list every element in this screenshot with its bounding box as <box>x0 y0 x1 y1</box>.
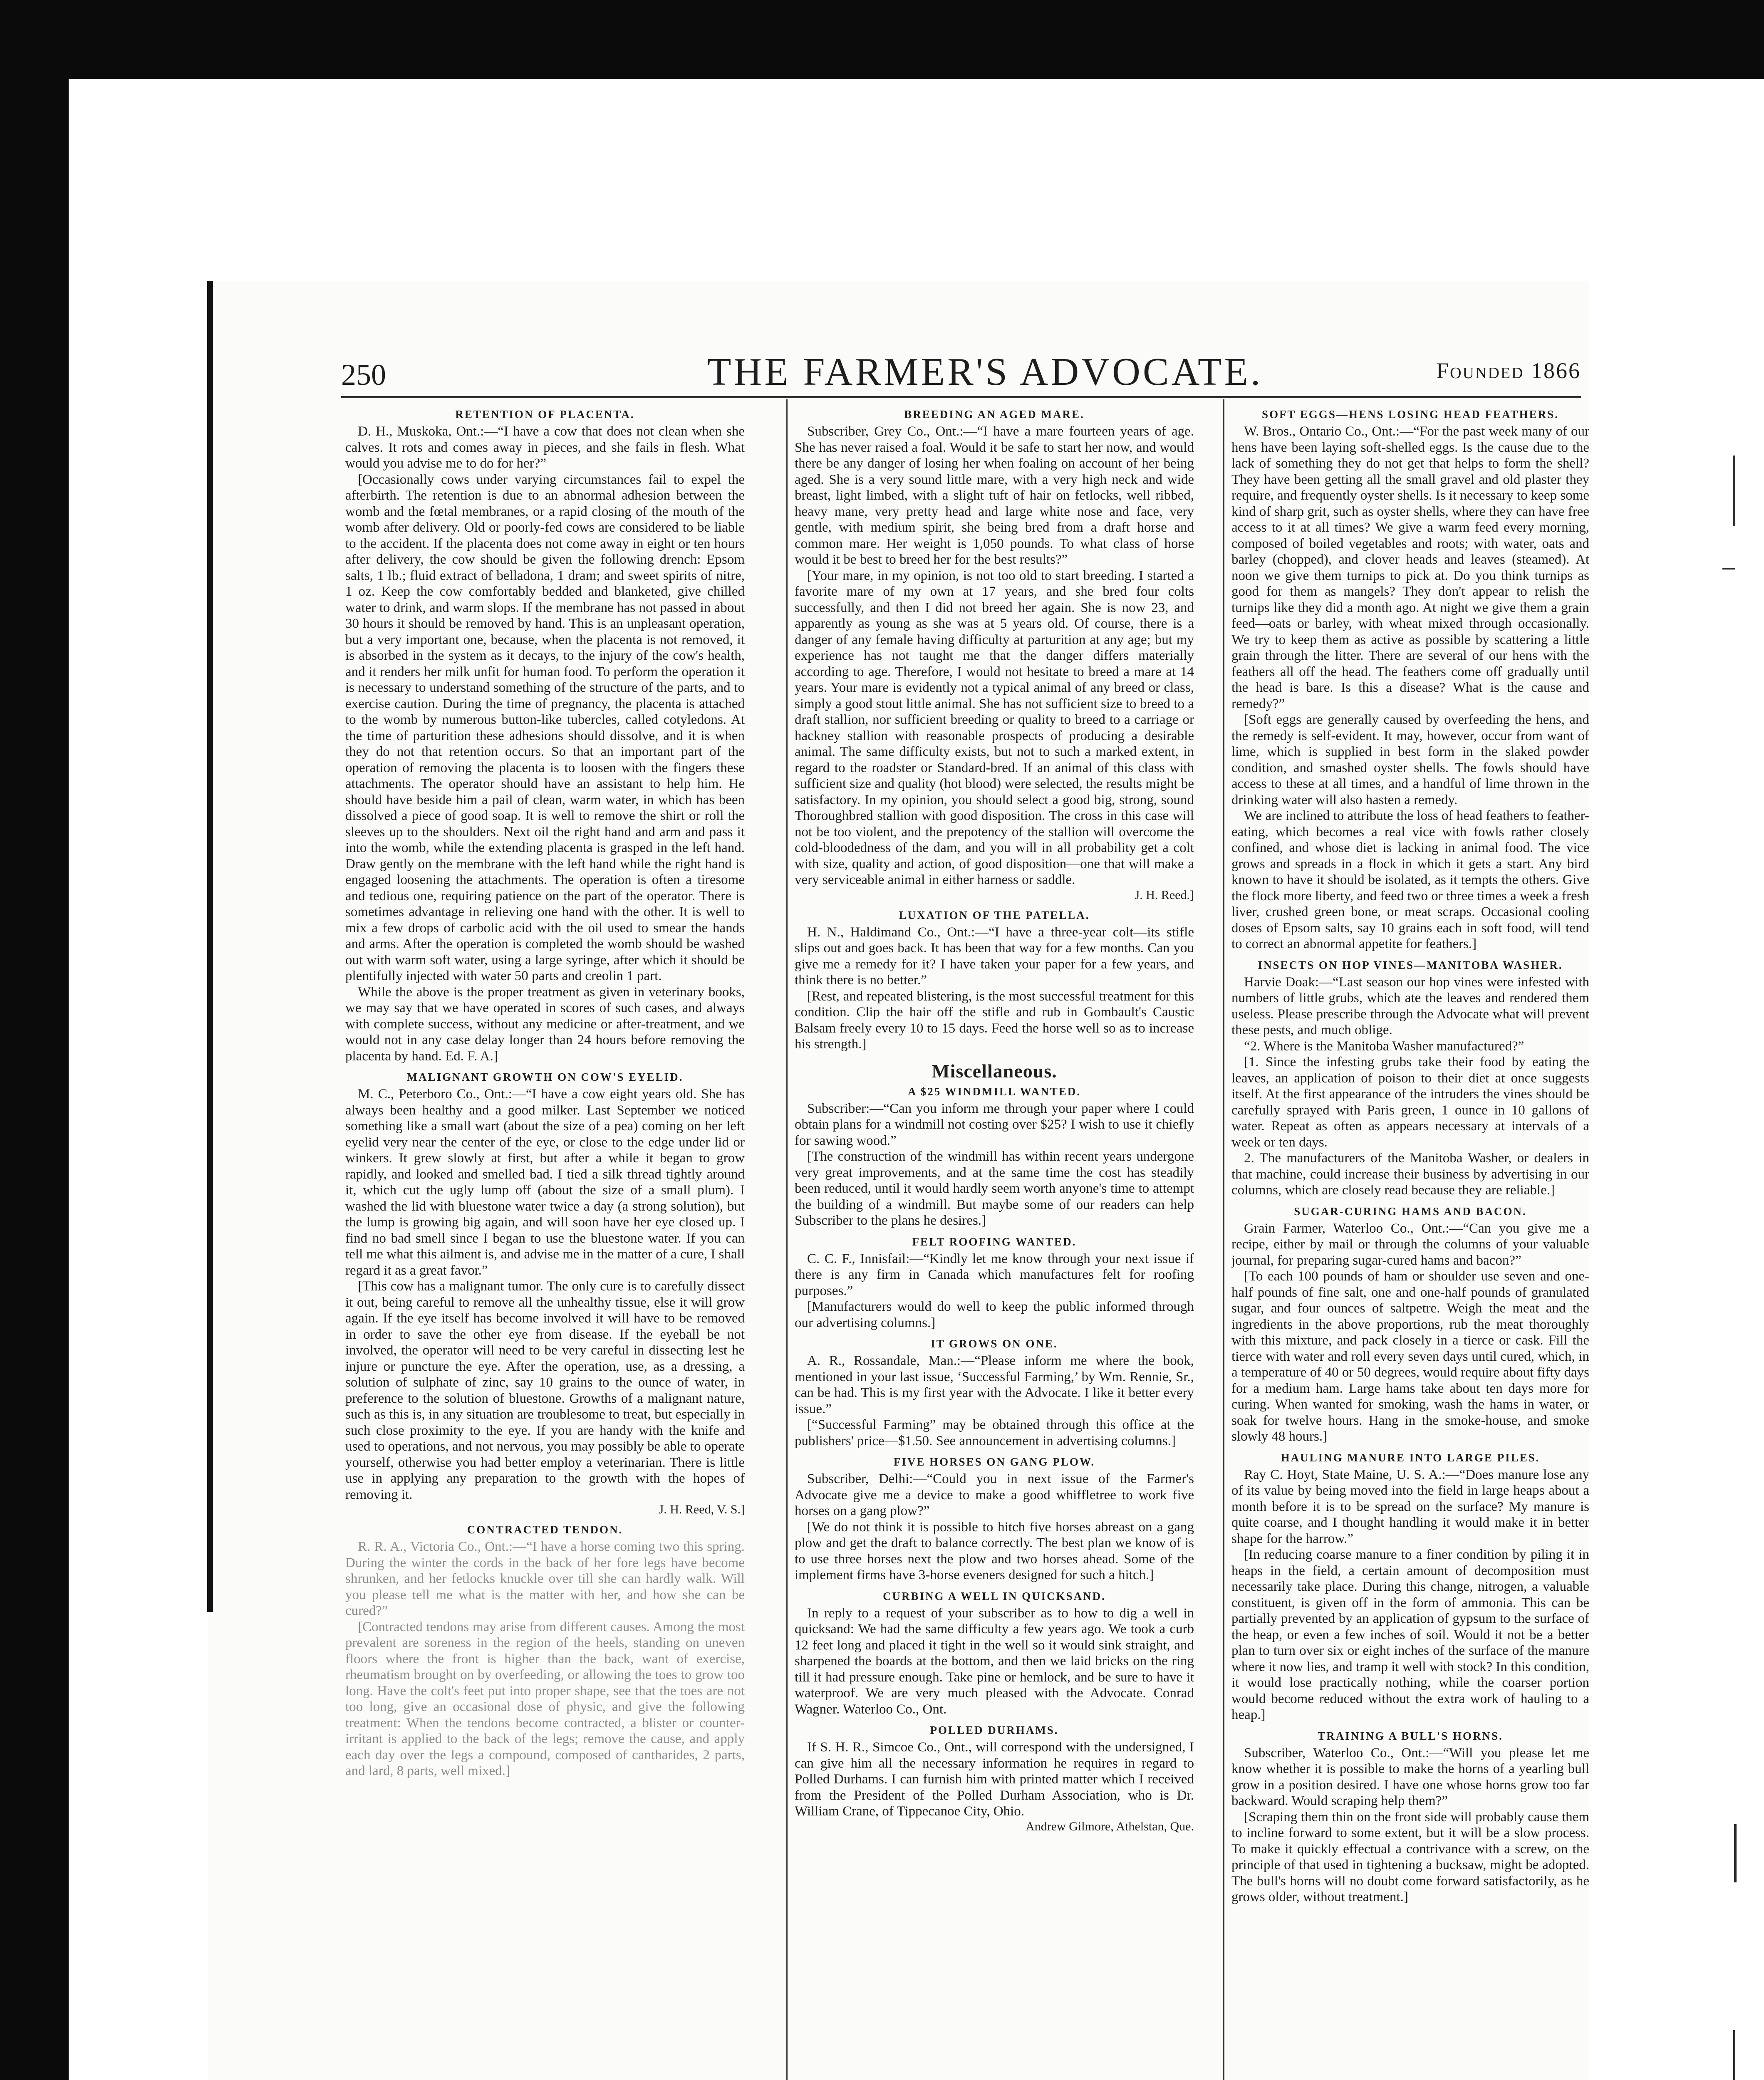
column-1 <box>345 406 745 2080</box>
article-title: BREEDING AN AGED MARE. <box>904 408 1085 421</box>
article-signature: Andrew Gilmore, Athelstan, Que. <box>1026 1819 1194 1833</box>
article-paragraph: H. N., Haldimand Co., Ont.:—“I have a three-year colt—its stifle slips out and goes back. It has been that way for a few months. Can you give me a remedy for it? I have taken your paper for a few years, and think there is no better.” <box>795 924 1194 988</box>
article-title: MALIGNANT GROWTH ON COW'S EYELID. <box>406 1071 684 1083</box>
article-title: FIVE HORSES ON GANG PLOW. <box>893 1456 1095 1468</box>
header-rule <box>341 396 1581 398</box>
article <box>1231 1451 1589 1723</box>
article-paragraph: [Rest, and repeated blistering, is the most successful treatment for this condition. Clip the hair off the stifle and rub in Gombault's Caustic Balsam freely every 10 to 15 days. Feed the horse well so as to increase his strength.] <box>795 988 1194 1052</box>
article-paragraph: “2. Where is the Manitoba Washer manufactured?” <box>1244 1038 1524 1054</box>
article-paragraph: [This cow has a malignant tumor. The only cure is to carefully dissect it out, being careful to remove all the unhealthy tissue, else it will grow again. If the eye itself has become involved it will have to be removed in order to save the other eye from disease. If the eyeball be not involved, the operator will need to be very careful in dissecting lest he injure or puncture the eye. After the operation, use, as a dressing, a solution of sulphate of zinc, say 10 grains to the ounce of water, in preference to the solution of bluestone. Growths of a malignant nature, such as this is, in any situation are troublesome to treat, but especially in such close proximity to the eye. If you are handy with the knife and used to operations, and not nervous, you may possibly be able to operate yourself, otherwise you had better employ a veterinarian. There is little use in applying any preparation to the growth with the hopes of removing it. <box>345 1279 745 1502</box>
article-paragraph: [Occasionally cows under varying circumstances fail to expel the afterbirth. The retention is due to an abnormal adhesion between the womb and the fœtal membranes, or a rapid closing of the mouth of the womb after delivery. Old or poorly-fed cows are considered to be liable to the accident. If the placenta does not come away in eight or ten hours after delivery, the cow should be given the following drench: Epsom salts, 1 lb.; fluid extract of belladona, 1 dram; and sweet spirits of nitre, 1 oz. Keep the cow comfortably bedded and blanketed, give chilled water to drink, and warm slops. If the membrane has not passed in about 30 hours it should be removed by hand. This is an unpleasant operation, but a very important one, because, when the placenta is not removed, it is absorbed in the system as it decays, to the injury of the cow's health, and it renders her milk unfit for human food. To perform the operation it is necessary to understand something of the structure of the parts, and to exercise caution. During the time of pregnancy, the placenta is attached to the womb by numerous button-like tubercles, called cotyledons. At the time of parturition these adhesions should dissolve, and it is when they do not that retention occurs. So that an important part of the operation of removing the placenta is to loosen with the fingers these attachments. The operator should have an assistant to help him. He should have beside him a pail of clean, warm water, in which has been dissolved a piece of good soap. It is well to remove the shirt or roll the sleeves up to the shoulders. Next oil the right hand and arm and pass it into the womb, while the extending placenta is grasped in the left hand. Draw gently on the membrane with the left hand while the right hand is engaged loosening the attachments. The operation is often a tiresome and tedious one, requiring patience on the part of the operator. There is sometimes advantage in relieving one hand with the other. It is well to mix a few drops of carbolic acid with the oil used to smear the hands and arms. After the operation is completed the womb should be washed out with warm soft water, using a large syringe, after which it should be plentifully injected with water 50 parts and creolin 1 part. <box>345 472 745 983</box>
article-title: IT GROWS ON ONE. <box>931 1337 1058 1350</box>
article <box>1231 1205 1589 1445</box>
article-paragraph: [Scraping them thin on the front side will probably cause them to incline forward to some extent, but it will be a slow process. To make it quickly effectual a contrivance with a screw, on the principle of that used in tightening a bucksaw, might be adopted. The bull's horns will no doubt come forward satisfactorily, as he grows older, without treatment.] <box>1231 1809 1589 1904</box>
article <box>345 408 745 1064</box>
column-3 <box>1231 406 1589 2080</box>
column-rule <box>786 399 788 2080</box>
article-paragraph: A. R., Rossandale, Man.:—“Please inform me where the book, mentioned in your last issue, ‘Successful Farming,’ by Wm. Rennie, Sr., can be had. This is my first year with the Advocate. I like it better every issue.” <box>795 1353 1194 1416</box>
article-title: HAULING MANURE INTO LARGE PILES. <box>1281 1451 1540 1464</box>
article <box>795 1337 1194 1449</box>
article <box>345 1523 745 1779</box>
article-title: TRAINING A BULL'S HORNS. <box>1318 1729 1503 1742</box>
article-paragraph: 2. The manufacturers of the Manitoba Washer, or dealers in that machine, could increase their business by advertising in our columns, which are closely read because they are reliable.] <box>1231 1151 1589 1198</box>
article-title: POLLED DURHAMS. <box>930 1724 1059 1736</box>
article-paragraph: C. C. F., Innisfail:—“Kindly let me know through your next issue if there is any firm in Canada which manufactures felt for roofing purposes.” <box>795 1251 1194 1298</box>
article-title: A $25 WINDMILL WANTED. <box>907 1085 1081 1098</box>
article-paragraph: [The construction of the windmill has within recent years undergone very great improvements, and at the same time the cost has steadily been reduced, until it would hardly seem worth anyone's time to attempt the building of a windmill. But maybe some of our readers can help Subscriber to the plans he desires.] <box>795 1149 1194 1228</box>
article <box>795 1590 1194 1718</box>
article-paragraph: Subscriber, Waterloo Co., Ont.:—“Will you please let me know whether it is possible to make the horns of a yearling bull grow in a position desired. I have one whose horns grow too far backward. Would scraping help them?” <box>1231 1745 1589 1808</box>
column-2 <box>795 406 1194 2080</box>
page-header <box>341 345 1581 394</box>
article-paragraph: We are inclined to attribute the loss of head feathers to feather-eating, which becomes a real vice with fowls rather closely confined, and whose diet is lacking in animal food. The vice grows and spreads in a flock in which it gets a start. Any bird known to have it should be isolated, as it tempts the others. Give the flock more liberty, and feed two or three times a week a fresh liver, crushed green bone, or meat scraps. Occasional cooling doses of Epsom salts, say 10 grains each in soft food, will tend to correct an abnormal appetite for feathers.] <box>1231 808 1589 951</box>
article-paragraph: Subscriber, Delhi:—“Could you in next issue of the Farmer's Advocate give me a device to make a good whiffletree to work five horses on a gang plow?” <box>795 1471 1194 1518</box>
article <box>795 909 1194 1052</box>
article-paragraph: [1. Since the infesting grubs take their food by eating the leaves, an application of poison to their diet at once suggests itself. At the first appearance of the intruders the vines should be carefully sprayed with Paris green, 1 ounce in 10 gallons of water. Repeat as often as appears necessary at intervals of a week or ten days. <box>1231 1055 1589 1150</box>
article <box>795 1236 1194 1331</box>
article-paragraph: While the above is the proper treatment as given in veterinary books, we may say that we have operated in scores of such cases, and always with complete success, without any medicine or after-treatment, and we would not in any case delay longer than 24 hours before removing the placenta by hand. Ed. F. A.] <box>345 984 745 1064</box>
margin-mark <box>1733 456 1735 526</box>
page-number: 250 <box>341 358 386 391</box>
article-paragraph: [In reducing coarse manure to a finer condition by piling it in heaps in the field, a certain amount of decomposition must necessarily take place. During this change, nitrogen, a valuable constituent, is given off in the form of ammonia. This can be partially prevented by an application of gypsum to the surface of the heap, or even a few inches of soil. Would it not be a better plan to turn over six or eight inches of the surface of the manure where it now lies, and tramp it well with stock? In this condition, it would lose practically nothing, while the coarser portion would become reduced without the extra work of hauling to a heap.] <box>1231 1547 1589 1722</box>
column-rule <box>1223 399 1224 2080</box>
article-title: LUXATION OF THE PATELLA. <box>899 909 1090 921</box>
article-paragraph: [Soft eggs are generally caused by overfeeding the hens, and the remedy is self-evident. It may, however, occur from want of lime, which is supplied in best form in the slaked powder condition, and smashed oyster shells. The fowls should have access to these at all times, and a handful of lime thrown in the drinking water will also hasten a remedy. <box>1231 712 1589 807</box>
article-paragraph: If S. H. R., Simcoe Co., Ont., will correspond with the undersigned, I can give him all the necessary information he requires in regard to Polled Durhams. I can furnish him with printed matter which I received from the President of the Polled Durham Association, who is Dr. William Crane, of Tippecanoe City, Ohio. <box>795 1740 1194 1819</box>
article-paragraph: Harvie Doak:—“Last season our hop vines were infested with numbers of little grubs, which ate the leaves and rendered them useless. Please prescribe through the Advocate what will prevent these pests, and much oblige. <box>1231 974 1589 1038</box>
margin-mark <box>1733 2030 1735 2080</box>
article-paragraph: [We do not think it is possible to hitch five horses abreast on a gang plow and get the draft to balance correctly. The best plan we know of is to use three horses next the plow and two horses ahead. Some of the implement firms have 3-horse eveners designed for such a hitch.] <box>795 1519 1194 1582</box>
article-paragraph: [Manufacturers would do well to keep the public informed through our advertising columns.] <box>795 1299 1194 1330</box>
article <box>1231 408 1589 952</box>
margin-mark <box>1722 568 1735 570</box>
article-paragraph: Subscriber, Grey Co., Ont.:—“I have a mare fourteen years of age. She has never raised a foal. Would it be safe to start her now, and would there be any danger of losing her when foaling on account of her being aged. She is a very sound little mare, with a very high neck and wide breast, light limbed, with a slight tuft of hair on fetlocks, well ribbed, heavy mane, very pretty head and large white nose and face, very gentle, with medium spirit, she being bred from a draft horse and common mare. Her weight is 1,050 pounds. To what class of horse would it be best to breed her for the best results?” <box>795 424 1194 567</box>
article-signature: J. H. Reed.] <box>1135 888 1194 902</box>
article-paragraph: Ray C. Hoyt, State Maine, U. S. A.:—“Does manure lose any of its value by being moved into the field in large heaps about a month before it is to be spread on the surface? My manure is quite coarse, and I thought handling it would make it in better shape for the harrow.” <box>1231 1467 1589 1546</box>
article-paragraph: R. R. A., Victoria Co., Ont.:—“I have a horse coming two this spring. During the winter the cords in the back of her fore legs have become shrunken, and her fetlocks knuckle over till she can hardly walk. Will you please tell me what is the matter with her, and how she can be cured?” <box>345 1539 745 1618</box>
article-paragraph: [“Successful Farming” may be obtained through this office at the publishers' price—$1.50. See announcement in advertising columns.] <box>795 1417 1194 1449</box>
article-paragraph: M. C., Peterboro Co., Ont.:—“I have a cow eight years old. She has always been healthy and a good milker. Last September we noticed something like a small wart (about the size of a pea) coming on her left eyelid very near the center of the eye, or close to the edge under lid or winkers. It grew slowly at first, but after a while it began to grow rapidly, and looked and smelled bad. I tied a silk thread tightly around it, which cut the ugly lump off (about the size of a small plum). I washed the lid with bluestone water twice a day (a strong solution), but the lump is growing big again, and will soon have her eye closed up. I find no bad smell since I began to use the bluestone water. If you can tell me what this ailment is, and advise me in the matter of a cure, I shall regard it as a great favor.” <box>345 1087 745 1278</box>
margin-mark <box>1734 1824 1737 1882</box>
article-title: FELT ROOFING WANTED. <box>912 1235 1077 1248</box>
article <box>795 1060 1194 1229</box>
page-edge-shadow <box>207 281 213 1612</box>
article-signature: J. H. Reed, V. S.] <box>659 1503 745 1516</box>
article <box>345 1071 745 1517</box>
section-heading: Miscellaneous. <box>932 1060 1057 1082</box>
scanner-border-top <box>0 0 1764 79</box>
founded-date: Founded 1866 <box>1436 358 1581 383</box>
article-title: SUGAR-CURING HAMS AND BACON. <box>1294 1205 1527 1218</box>
article <box>1231 959 1589 1198</box>
article-paragraph: [To each 100 pounds of ham or shoulder use seven and one-half pounds of fine salt, one and one-half pounds of granulated sugar, and four ounces of saltpetre. Weigh the meat and the ingredients in the above proportions, rub the meat thoroughly with this mixture, and pack closely in a tierce or cask. Fill the tierce with water and roll every seven days until cured, which, in a temperature of 40 or 50 degrees, would require about fifty days for a medium ham. Large hams take about ten days more for curing. When wanted for smoking, wash the hams in water, or soak for twelve hours. Hang in the smoke-house, and smoke slowly 48 hours.] <box>1231 1269 1589 1444</box>
article-paragraph: W. Bros., Ontario Co., Ont.:—“For the past week many of our hens have been laying soft-shelled eggs. Is the cause due to the lack of something they do not get that helps to form the shell? They have been getting all the small gravel and old plaster they require, and frequently oyster shells. Is it necessary to keep some kind of sharp grit, such as oyster shells, where they can have free access to it at all times? We give a warm feed every morning, composed of boiled vegetables and roots; with water, oats and barley (chopped), and clover heads and leaves (steamed). At noon we give them turnips to pick at. Do you think turnips as good for them as mangels? They don't appear to relish the turnips like they did a month ago. At night we give them a grain feed—oats or barley, with wheat mixed through occasionally. We try to keep them as active as possible by scattering a little grain through the litter. There are several of our hens with the feathers all off the head. The feathers come off gradually until the head is bare. Is this a disease? What is the cause and remedy?” <box>1231 424 1589 711</box>
scanner-border-left <box>0 0 69 2080</box>
article-paragraph: Grain Farmer, Waterloo Co., Ont.:—“Can you give me a recipe, either by mail or through the columns of your valuable journal, for preparing sugar-cured hams and bacon?” <box>1231 1221 1589 1268</box>
article-title: SOFT EGGS—HENS LOSING HEAD FEATHERS. <box>1262 408 1559 421</box>
article <box>795 1724 1194 1834</box>
article-paragraph: [Your mare, in my opinion, is not too old to start breeding. I started a favorite mare of my own at 17 years, and she bred four colts successfully, and then I did not breed her again. She is now 23, and apparently as young as she was at 5 years old. Of course, there is a danger of any female having difficulty at parturition at any age; but my experience has not taught me that the danger differs materially according to age. Therefore, I would not hesitate to breed a mare at 14 years. Your mare is evidently not a typical animal of any breed or class, simply a good stout little animal. She has not sufficient size to breed to a draft stallion, nor sufficient breeding or quality to breed to a carriage or hackney stallion with reasonable prospects of producing a desirable animal. The same difficulty exists, but not to such a marked extent, in regard to the roadster or Standard-bred. If an animal of this class with sufficient size and quality (hot blood) were selected, the results might be satisfactory. In my opinion, you should select a good big, strong, sound Thoroughbred stallion with good disposition. The cross in this case will not be too violent, and the prepotency of the stallion will overcome the cold-bloodedness of the dam, and you will in all probability get a colt with size, quality and action, of good disposition—one that will make a very serviceable animal in either harness or saddle. <box>795 568 1194 887</box>
article-paragraph: [Contracted tendons may arise from different causes. Among the most prevalent are soreness in the region of the heels, standing on uneven floors where the front is higher than the back, want of exercise, rheumatism brought on by overfeeding, or allowing the toes to grow too long. Have the colt's feet put into proper shape, see that the toes are not too long, give an occasional dose of physic, and give the following treatment: When the tendons become contracted, a blister or counter-irritant is applied to the back of the legs; remove the cause, and apply each day over the legs a compound, composed of cantharides, 2 parts, and lard, 8 parts, well mixed.] <box>345 1619 745 1778</box>
article-paragraph: D. H., Muskoka, Ont.:—“I have a cow that does not clean when she calves. It rots and comes away in pieces, and she fails in flesh. What would you advise me to do for her?” <box>345 424 745 471</box>
article-title: RETENTION OF PLACENTA. <box>455 408 635 421</box>
masthead: THE FARMER'S ADVOCATE. <box>707 350 1263 394</box>
article-title: CONTRACTED TENDON. <box>467 1523 623 1536</box>
article-title: CURBING A WELL IN QUICKSAND. <box>883 1590 1106 1602</box>
article-paragraph: Subscriber:—“Can you inform me through your paper where I could obtain plans for a windmill not costing over $25? I wish to use it chiefly for sawing wood.” <box>795 1101 1194 1148</box>
article <box>1231 1730 1589 1905</box>
article-title: INSECTS ON HOP VINES—MANITOBA WASHER. <box>1258 958 1563 971</box>
article <box>795 1456 1194 1583</box>
article-paragraph: In reply to a request of your subscriber as to how to dig a well in quicksand: We had the same difficulty a few years ago. We took a curb 12 feet long and placed it tight in the well so it would sink straight, and sharpened the boards at the bottom, and then we laid bricks on the ring till it had pressure enough. Take pine or hemlock, and be sure to have it waterproof. We are very much pleased with the Advocate. Conrad Wagner. Waterloo Co., Ont. <box>795 1605 1194 1717</box>
article <box>795 408 1194 902</box>
